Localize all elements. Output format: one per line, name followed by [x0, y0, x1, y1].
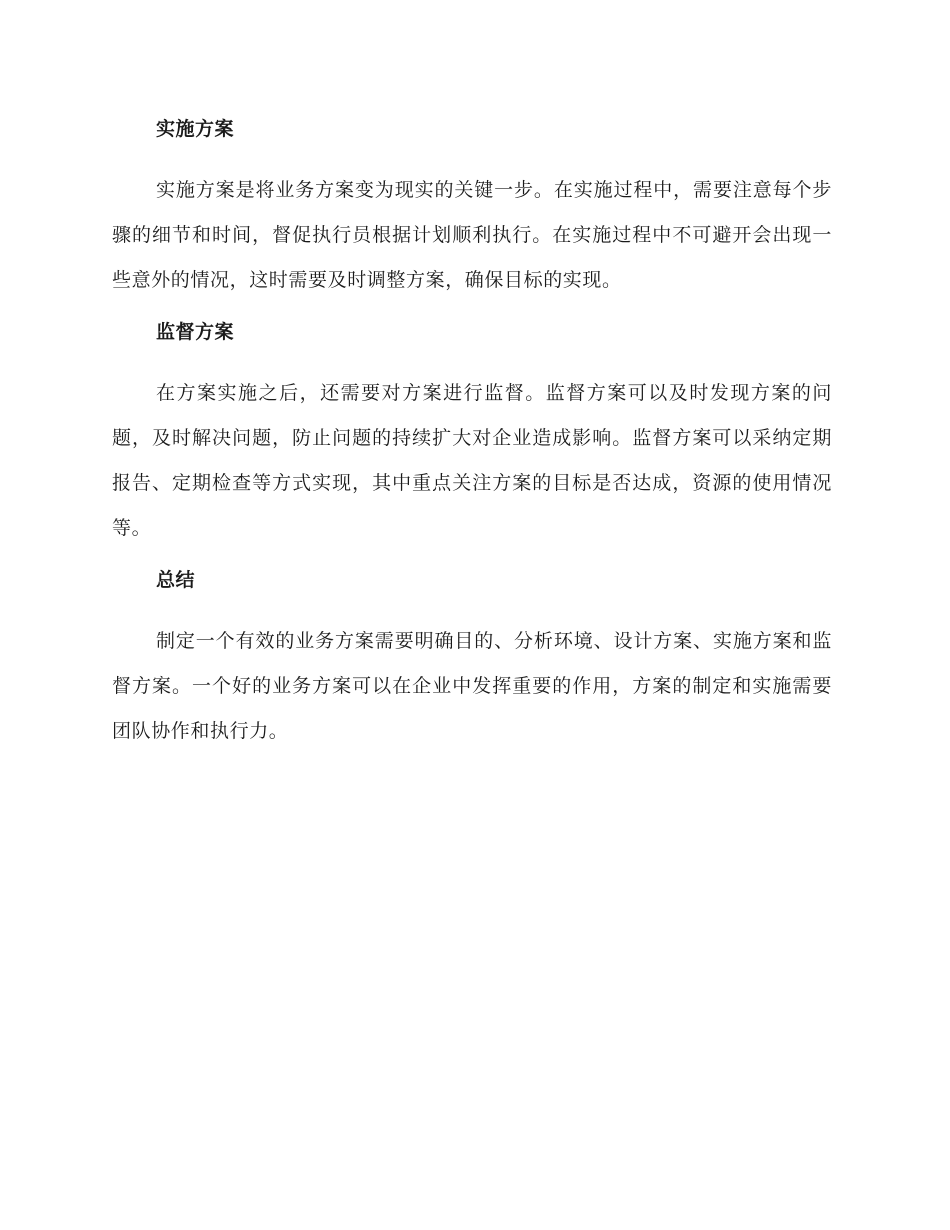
document-content: [112, 112, 832, 766]
section-paragraph: 制定一个有效的业务方案需要明确目的、分析环境、设计方案、实施方案和监督方案。一个好的业务方案可以在企业中发挥重要的作用，方案的制定和实施需要团队协作和执行力。: [112, 630, 832, 742]
section-heading: 总结: [156, 569, 196, 591]
section-supervision: [112, 315, 832, 551]
section-paragraph: 在方案实施之后，还需要对方案进行监督。监督方案可以及时发现方案的问题，及时解决问题，防止问题的持续扩大对企业造成影响。监督方案可以采纳定期报告、定期检查等方式实现，其中重点关注方案的目标是否达成，资源的使用情况等。: [112, 382, 832, 539]
section-heading: 实施方案: [156, 118, 235, 140]
section-summary: [112, 563, 832, 754]
section-paragraph: 实施方案是将业务方案变为现实的关键一步。在实施过程中，需要注意每个步骤的细节和时间，督促执行员根据计划顺利执行。在实施过程中不可避开会出现一些意外的情况，这时需要及时调整方案，确保目标的实现。: [112, 179, 832, 291]
section-heading: 监督方案: [156, 321, 235, 343]
section-implementation: [112, 112, 832, 303]
